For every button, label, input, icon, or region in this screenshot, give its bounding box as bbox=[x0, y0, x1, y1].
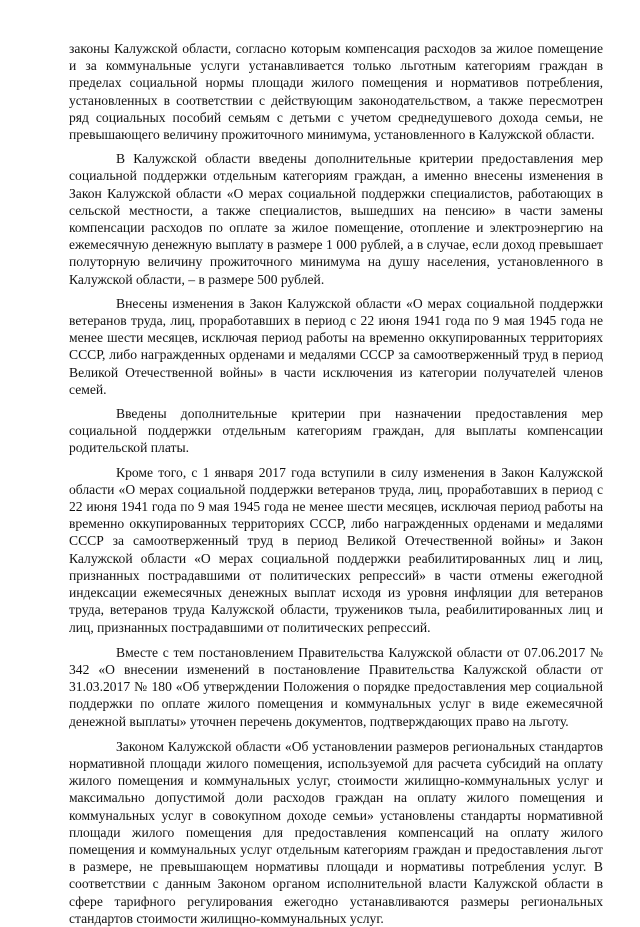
paragraph-1: законы Калужской области, согласно которым компенсация расходов за жилое помещение и за коммунальные услуги устанавливается только льготным категориям граждан в пределах социальной нормы площади жилого помещения и нормативов потребления, установленных в соответствии с действующим законодательством, а также пересмотрен ряд социальных пособий семьям с детьми с учетом среднедушевого дохода семьи, не превышающего величину прожиточного минимума, установленного в Калужской области. bbox=[69, 41, 603, 143]
paragraph-4: Введены дополнительные критерии при назначении предоставления мер социальной поддержки отдельным категориям граждан, для выплаты компенсации родительской платы. bbox=[69, 406, 603, 456]
paragraph-3: Внесены изменения в Закон Калужской области «О мерах социальной поддержки ветеранов труда, лиц, проработавших в период с 22 июня 1941 года по 9 мая 1945 года не менее шести месяцев, исключая период работы на временно оккупированных территориях СССР, либо награжденных орденами и медалями СССР за самоотверженный труд в период Великой Отечественной войны» в части исключения из категории получателей членов семей. bbox=[69, 295, 603, 397]
paragraph-2: В Калужской области введены дополнительные критерии предоставления мер социальной поддержки отдельным категориям граждан, а именно внесены изменения в Закон Калужской области «О мерах социальной поддержки специалистов, работающих в сельской местности, а также специалистов, вышедших на пенсию» в части замены компенсации расходов по оплате за жилое помещение, отопление и электроэнергию на ежемесячную денежную выплату в размере 1 000 рублей, а в случае, если доход превышает полуторную величину прожиточного минимума на душу населения, установленного в Калужской области, – в размере 500 рублей. bbox=[69, 151, 603, 287]
paragraph-6: Вместе с тем постановлением Правительства Калужской области от 07.06.2017 № 342 «О внесении изменений в постановление Правительства Калужской области от 31.03.2017 № 180 «Об утверждении Положения о порядке предоставления мер социальной поддержки по оплате жилого помещения и коммунальных услуг в виде ежемесячной денежной выплаты» уточнен перечень документов, подтверждающих право на льготу. bbox=[69, 644, 603, 729]
document-page bbox=[69, 40, 603, 927]
paragraph-7: Законом Калужской области «Об установлении размеров региональных стандартов нормативной площади жилого помещения, используемой для расчета субсидий на оплату жилого помещения и коммунальных услуг, стоимости жилищно-коммунальных услуг и максимально допустимой доли расходов граждан на оплату жилого помещения и коммунальных услуг в совокупном доходе семьи» установлены стандарты нормативной площади жилого помещения для предоставления компенсаций на оплату жилого помещения и коммунальных услуг отдельным категориям граждан и предоставления льгот в размере, не превышающем нормативы площади и нормативы потребления услуг. В соответствии с данным Законом органом исполнительной власти Калужской области в сфере тарифного регулирования ежегодно устанавливаются размеры региональных стандартов стоимости жилищно-коммунальных услуг. bbox=[69, 738, 603, 926]
paragraph-5: Кроме того, с 1 января 2017 года вступили в силу изменения в Закон Калужской области «О мерах социальной поддержки ветеранов труда, лиц, проработавших в период с 22 июня 1941 года по 9 мая 1945 года не менее шести месяцев, исключая период работы на временно оккупированных территориях СССР, либо награжденных орденами и медалями СССР за самоотверженный труд в период Великой Отечественной войны» и Закон Калужской области «О мерах социальной поддержки реабилитированных лиц и лиц, признанных пострадавшими от политических репрессий» в части отмены ежегодной индексации ежемесячных денежных выплат исходя из уровня инфляции для ветеранов труда, ветеранов труда Калужской области, тружеников тыла, реабилитированных лиц и лиц, признанных пострадавшими от политических репрессий. bbox=[69, 464, 603, 635]
